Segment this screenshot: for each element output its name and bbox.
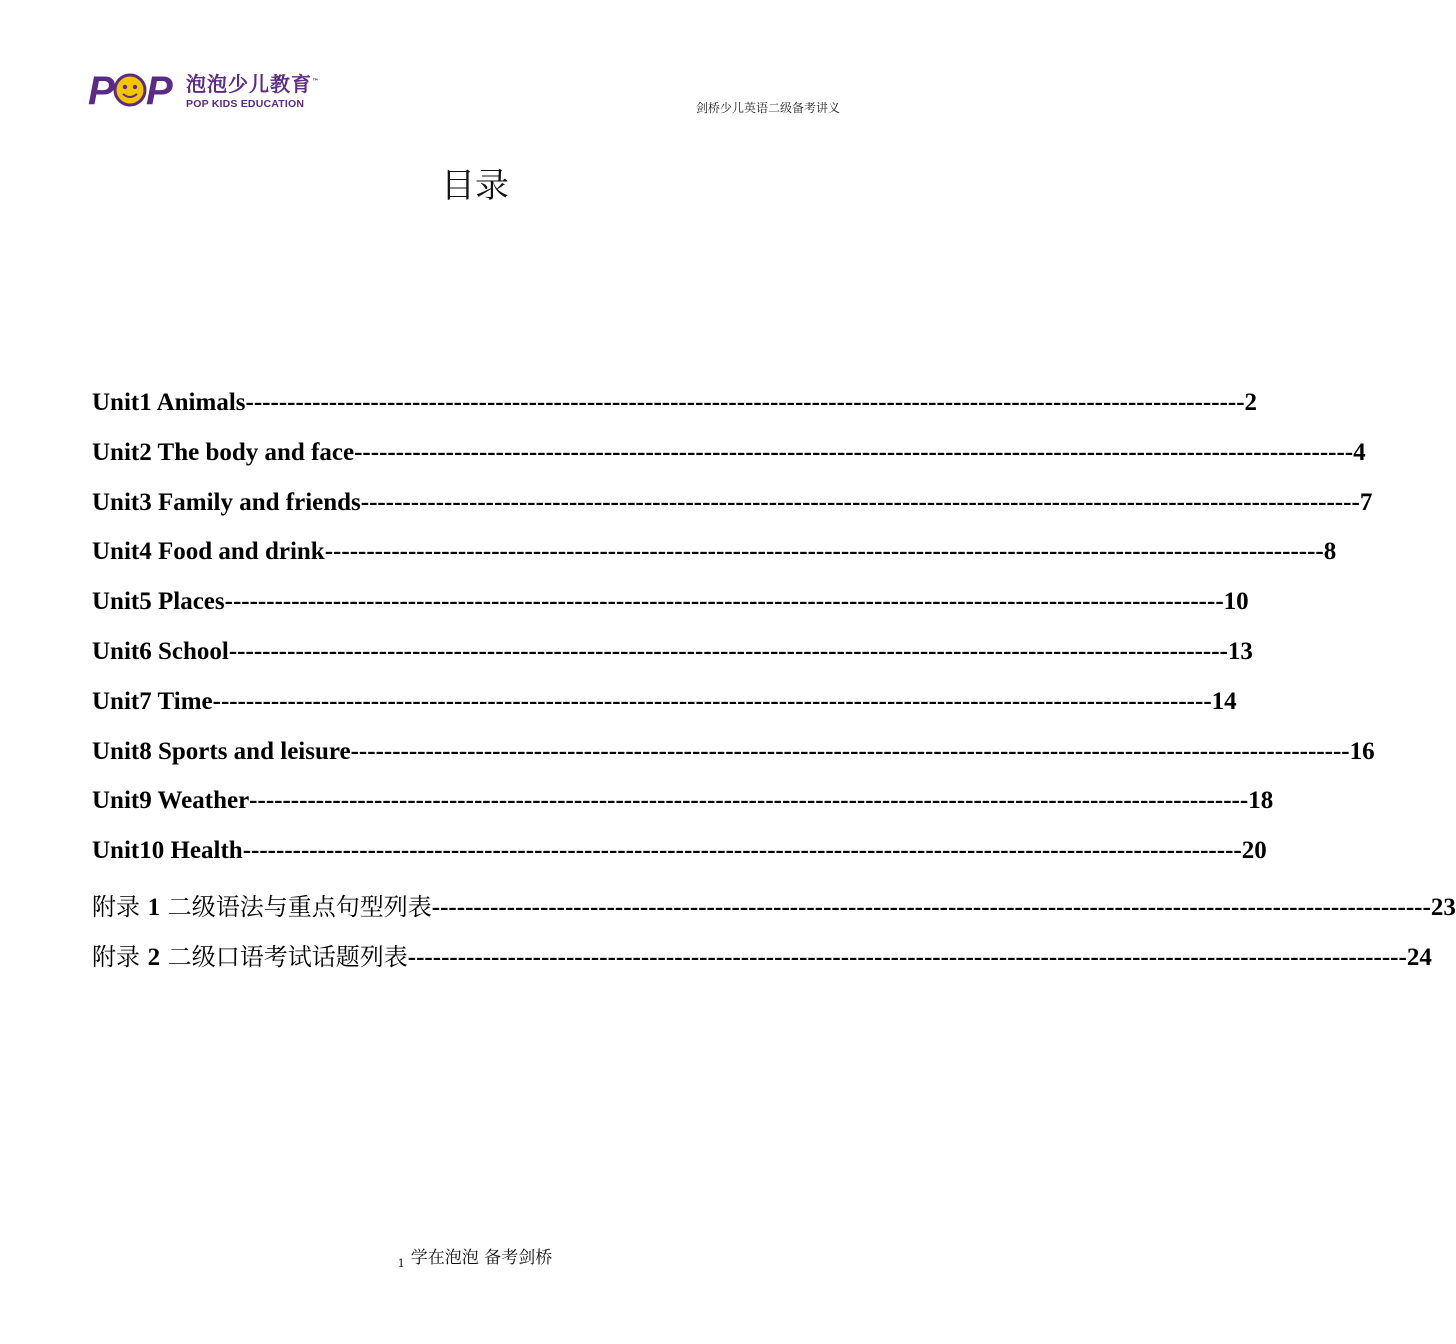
- toc-entry-page: 14: [1211, 687, 1237, 715]
- toc-entry[interactable]: [92, 787, 1274, 837]
- toc-entry[interactable]: [92, 837, 1267, 887]
- logo-chinese-name: 泡泡少儿教育™: [186, 72, 320, 96]
- toc-leader: ------------------------------------------------------------------------------------------------------------------------: [242, 837, 1242, 865]
- toc-entry[interactable]: [92, 389, 1258, 439]
- toc-entry-page: 2: [1244, 389, 1258, 416]
- toc-entry-page: 24: [1406, 943, 1432, 971]
- toc-entry-page: 7: [1359, 488, 1373, 516]
- toc-entry-page: 4: [1353, 438, 1366, 466]
- page-title: 目录: [441, 166, 509, 206]
- toc-entry[interactable]: [92, 438, 1366, 489]
- toc-entry-label: Unit10 Health: [92, 837, 243, 865]
- toc-entry[interactable]: [92, 488, 1373, 539]
- toc-entry[interactable]: [92, 538, 1337, 588]
- toc-entry-appendix[interactable]: [92, 887, 1456, 937]
- toc-entry-label: Unit5 Places: [92, 588, 225, 616]
- toc-leader: ------------------------------------------------------------------------------------------------------------------------: [407, 943, 1407, 971]
- svg-text:P: P: [88, 69, 115, 113]
- toc-entry[interactable]: [92, 737, 1375, 788]
- toc-entry-label: Unit2 The body and face: [92, 438, 355, 466]
- toc-entry-page: 13: [1227, 637, 1253, 665]
- toc-entry-page: 8: [1323, 538, 1337, 566]
- pop-logo-icon: [88, 66, 180, 112]
- toc-leader: ------------------------------------------------------------------------------------------------------------------------: [224, 588, 1224, 616]
- toc-leader: ------------------------------------------------------------------------------------------------------------------------: [354, 438, 1354, 466]
- toc-entry[interactable]: [92, 637, 1253, 688]
- toc-entry-label: Unit1 Animals: [92, 389, 246, 416]
- document-subtitle: 剑桥少儿英语二级备考讲义: [695, 101, 840, 115]
- toc-leader: ------------------------------------------------------------------------------------------------------------------------: [431, 893, 1431, 921]
- page-number: 1: [397, 1257, 405, 1271]
- table-of-contents: [92, 389, 1456, 987]
- toc-leader: ------------------------------------------------------------------------------------------------------------------------: [212, 687, 1212, 715]
- toc-leader: ------------------------------------------------------------------------------------------------------------------------: [360, 488, 1360, 516]
- toc-entry[interactable]: [92, 687, 1237, 738]
- toc-entry-page: 10: [1223, 588, 1249, 616]
- toc-entry-page: 18: [1248, 787, 1274, 815]
- toc-entry-page: 16: [1349, 737, 1375, 765]
- toc-entry-label: Unit3 Family and friends: [92, 488, 361, 516]
- toc-leader: ------------------------------------------------------------------------------------------------------------------------: [228, 637, 1228, 665]
- toc-entry-label: Unit6 School: [92, 637, 229, 665]
- toc-entry-label: Unit8 Sports and leisure: [92, 737, 351, 765]
- logo-english-name: POP KIDS EDUCATION: [186, 98, 305, 110]
- page-footer: [0, 1243, 950, 1270]
- toc-entry-label: 附录 1 二级语法与重点句型列表: [92, 892, 432, 921]
- toc-entry[interactable]: [92, 588, 1249, 638]
- toc-entry-page: 23: [1430, 893, 1456, 921]
- toc-leader: ------------------------------------------------------------------------------------------------------------------------: [350, 737, 1350, 765]
- footer-slogan: 学在泡泡 备考剑桥: [410, 1248, 553, 1268]
- toc-leader: ------------------------------------------------------------------------------------------------------------------------: [249, 787, 1249, 815]
- toc-entry-label: Unit9 Weather: [92, 787, 250, 815]
- toc-entry-label: Unit7 Time: [92, 687, 213, 715]
- toc-leader: ------------------------------------------------------------------------------------------------------------------------: [245, 389, 1245, 416]
- svg-text:P: P: [146, 69, 173, 113]
- toc-leader: ------------------------------------------------------------------------------------------------------------------------: [324, 538, 1324, 566]
- toc-entry-appendix[interactable]: [92, 937, 1432, 987]
- toc-entry-label: Unit4 Food and drink: [92, 538, 325, 566]
- toc-entry-page: 20: [1241, 837, 1267, 865]
- toc-entry-label: 附录 2 二级口语考试话题列表: [92, 942, 408, 971]
